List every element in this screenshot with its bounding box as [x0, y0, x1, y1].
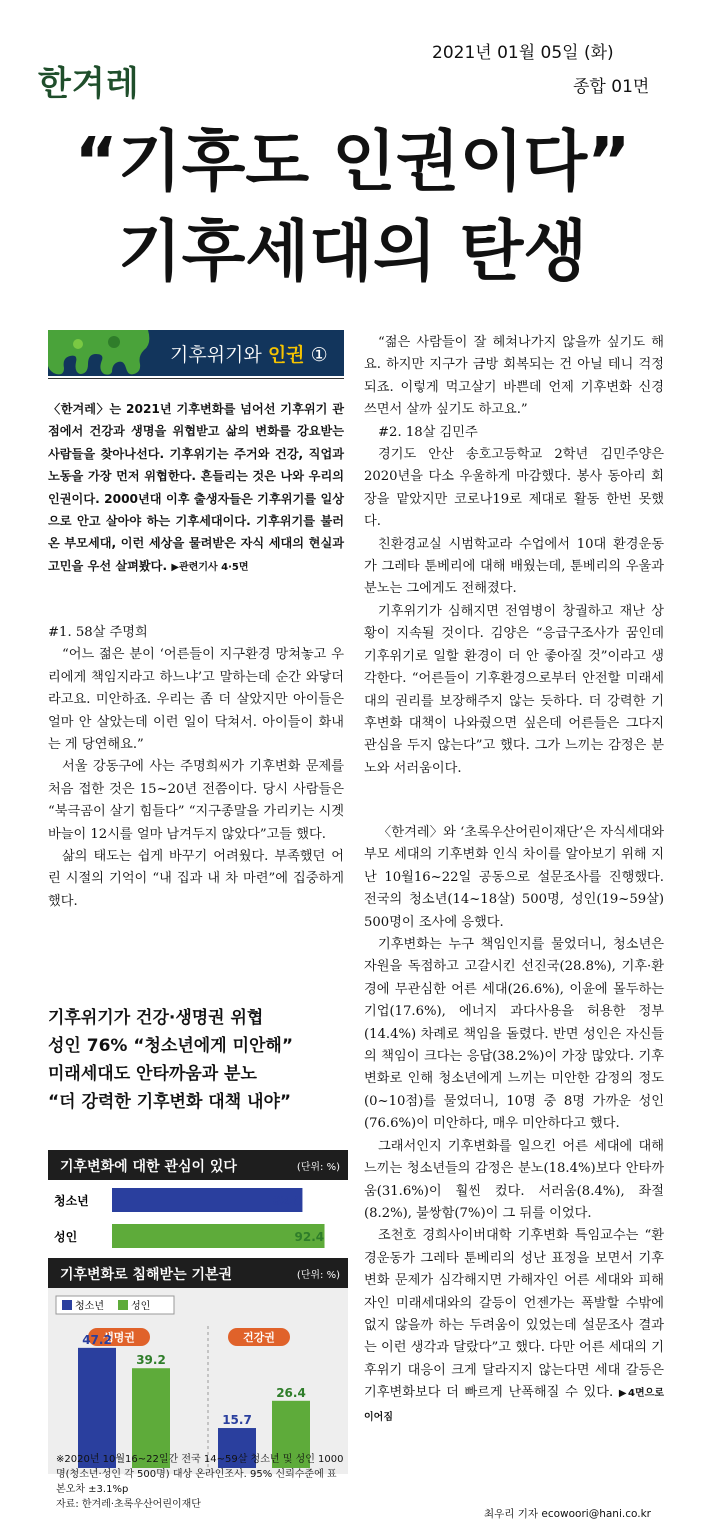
chart-2-unit: (단위: %)	[296, 1270, 340, 1281]
chart-2-value-label: 47.2	[82, 1332, 112, 1347]
right-paragraph: 친환경교실 시범학교라 수업에서 10대 환경운동가 그레타 툰베리에 대해 배웠는데, 툰베리의 우울과 분노는 그에게도 전해졌다.	[364, 536, 664, 597]
right-paragraph-text: 조천호 경희사이버대학 기후변화 특임교수는 “환경운동가 그레타 툰베리의 성난 표정을 보면서 기후변화 문제가 심각해지면 가해자인 어른 세대와 피해자인 미래세대와의 갈등이 언젠가는 폭발할 수밖에 없지 않을까 하는 두려움이 있었는데 설문조사 결과는 이런 생각과 달랐다”고 했다. 다만 어른 세대의 기후위기 대응이 크게 달라지지 않는다면 세대 갈등은 기후변화보다 더 빠르게 난폭해질 수 있다.	[364, 1228, 664, 1401]
series-number: ①	[310, 344, 328, 366]
chart-2-value-label: 39.2	[136, 1353, 166, 1368]
left-paragraph: “어느 젊은 분이 ‘어른들이 지구환경 망쳐놓고 우리에게 책임지라고 하느냐’고 말하는데 순간 와닿더라고요. 미안하죠. 우리는 좀 더 살았지만 아이들은 얼마 안 살았는데 이런 일이 닥쳐서. 아이들이 화내는 게 당연해요.”	[48, 647, 344, 753]
chart-2-header	[48, 1258, 348, 1288]
series-banner	[48, 330, 344, 376]
intro-text: 〈한겨레〉는 2021년 기후변화를 넘어선 기후위기 관점에서 건강과 생명을 위협받고 삶의 변화를 강요받는 사람들을 찾아나선다. 기후위기는 주거와 건강, 직업과 노동을 가장 먼저 위협한다. 흔들리는 것은 나와 우리의 인권이다. 2000년대 이후 출생자들은 기후위기를 일상으로 안고 살아야 하는 기후세대이다. 기후위기를 불러온 부모세대, 이런 세상을 물려받은 자식 세대의 현실과 고민을 우선 살펴봤다.	[48, 402, 344, 573]
legend-label: 성인	[131, 1301, 151, 1312]
chart-1-category-label: 성인	[54, 1230, 78, 1244]
right-paragraph: 기후변화는 누구 책임인지를 물었더니, 청소년은 자원을 독점하고 고갈시킨 선진국(28.8%), 기후·환경에 무관심한 어른 세대(26.6%), 이윤에 몰두하는 기업(17.6%), 에너지 과다사용을 허용한 정부(14.4%) 차례로 책임을 돌렸다. 반면 성인은 자신들의 책임이 크다는 응답(38.2%)이 가장 많았다. 기후변화로 인해 청소년에게 느끼는 미안한 감정의 정도(0~10점)를 물었더니, 10명 중 8명 가까운 성인(76.6%)이 미안하다, 매우 미안하다고 했다.	[364, 937, 664, 1132]
chart-2-value-label: 15.7	[222, 1413, 252, 1428]
chart-2-bar	[78, 1348, 116, 1468]
continued-note: ▶4면으로 이어짐	[364, 1388, 664, 1423]
series-title	[170, 340, 328, 367]
headline-line-1: “기후도 인권이다”	[74, 123, 631, 200]
legend-swatch	[118, 1300, 128, 1310]
right-paragraph: 그래서인지 기후변화를 일으킨 어른 세대에 대해 느끼는 청소년들의 감정은 분노(18.4%)보다 안타까움(31.6%)이 훨씬 컸다. 서러움(8.4%), 좌절(8.2%), 불쌍함(7%)이 그 뒤를 이었다.	[364, 1138, 664, 1221]
right-column-body	[364, 332, 664, 780]
chart-interest	[48, 1150, 348, 1260]
right-paragraph: 경기도 안산 송호고등학교 2학년 김민주양은 2020년을 다소 우울하게 마감했다. 봉사 동아리 회장을 맡았지만 코로나19로 제대로 활동 한번 못했다.	[364, 447, 664, 530]
issue-date: 2021년 01월 05일 (화)	[432, 43, 614, 63]
legend-swatch	[62, 1300, 72, 1310]
deck-line: “더 강력한 기후변화 대책 내야”	[48, 1092, 292, 1112]
right-paragraph	[364, 1225, 664, 1429]
chart-1-value-label: 82.8	[272, 1194, 303, 1208]
headline-line-2: 기후세대의 탄생	[117, 213, 588, 290]
deck-line: 기후위기가 건강·생명권 위협	[48, 1008, 264, 1028]
right-column-body-2	[364, 822, 664, 1429]
right-paragraph: “젊은 사람들이 잘 헤쳐나가지 않을까 싶기도 해요. 하지만 지구가 금방 회복되는 건 아닐 테니 걱정되죠. 이렇게 먹고살기 바쁜데 언제 기후변화 신경 쓰면서 살까 싶기도 하고요.”	[364, 335, 664, 418]
deck-line: 성인 76% “청소년에게 미안해”	[48, 1036, 294, 1056]
left-paragraph: 삶의 태도는 쉽게 바꾸기 어려웠다. 부족했던 어린 시절의 기억이 “내 집과 내 차 마련”에 집중하게 했다.	[48, 849, 344, 909]
right-paragraph: 기후위기가 심해지면 전염병이 창궐하고 재난 상황이 지속될 것이다. 김양은 “응급구조사가 꿈인데 기후위기로 일할 환경이 더 안 좋아질 것”이라고 생각한다. “어른들이 기후환경으로부터 안전할 미래세대의 권리를 보장해주지 않는 듯하다. 더 강력한 기후변화 대책이 나와줬으면 싶은데 어른들은 그다지 관심을 두지 않는다”고 했다. 그가 느끼는 감정은 분노와 서러움이다.	[364, 603, 664, 776]
chart-2-value-label: 26.4	[276, 1385, 306, 1400]
survey-note: ※2020년 10월16~22일간 전국 14~59살 청소년 및 성인 1000명(청소년·성인 각 500명) 대상 온라인조사. 95% 신뢰수준에 표본오차 ±3.1%p	[56, 1454, 344, 1495]
left-column-body	[48, 622, 344, 913]
chart-1-category-label: 청소년	[54, 1194, 89, 1208]
legend-label: 청소년	[75, 1301, 104, 1312]
series-title-highlight: 인권	[267, 344, 305, 366]
right-paragraph: 〈한겨레〉와 ‘초록우산어린이재단’은 자식세대와 부모 세대의 기후변화 인식 차이를 알아보기 위해 지난 10월16~22일 공동으로 설문조사를 진행했다. 전국의 청소년(14~18살) 500명, 성인(19~59살) 500명이 조사에 응했다.	[364, 825, 664, 930]
subhead-1: #1. 58살 주명희	[48, 625, 148, 640]
subhead-2: #2. 18살 김민주	[378, 424, 478, 440]
chart-2-legend-box	[56, 1296, 174, 1314]
series-title-prefix: 기후위기와	[170, 344, 268, 366]
deck-line: 미래세대도 안타까움과 분노	[48, 1064, 257, 1084]
chart-source: 자료: 한겨레·초록우산어린이재단	[56, 1499, 201, 1510]
byline: 최우리 기자 ecowoori@hani.co.kr	[484, 1508, 651, 1520]
chart-2-plot	[48, 1288, 348, 1474]
chart-1-value-label: 92.4	[294, 1230, 325, 1244]
chart-1-unit: (단위: %)	[296, 1162, 340, 1173]
chart-2-title: 기후변화로 침해받는 기본권	[60, 1267, 233, 1283]
page-section: 종합 01면	[573, 77, 650, 97]
melting-earth-graphic	[48, 330, 156, 376]
sub-headline-deck	[48, 1004, 348, 1116]
chart-1-plot	[48, 1180, 348, 1256]
chart-rights	[48, 1258, 348, 1478]
banner-divider	[48, 378, 344, 379]
chart-1-bar	[112, 1224, 325, 1248]
article-intro	[48, 398, 344, 579]
chart-footnote	[56, 1452, 346, 1512]
chart-1-header	[48, 1150, 348, 1180]
left-paragraph: 서울 강동구에 사는 주명희씨가 기후변화 문제를 처음 접한 것은 15~20년 전쯤이다. 당시 사람들은 “북극곰이 살기 힘들다” “지구종말을 가리키는 시곗바늘이 12시를 얼마 남겨두지 않았다”고들 했다.	[48, 759, 344, 842]
group-label: 건강권	[243, 1331, 275, 1344]
related-articles-note: ▶관련기사 4·5면	[171, 561, 249, 573]
chart-1-title: 기후변화에 대한 관심이 있다	[60, 1159, 237, 1175]
newspaper-logo: 한겨레	[38, 64, 140, 104]
group-label: 생명권	[103, 1331, 135, 1344]
